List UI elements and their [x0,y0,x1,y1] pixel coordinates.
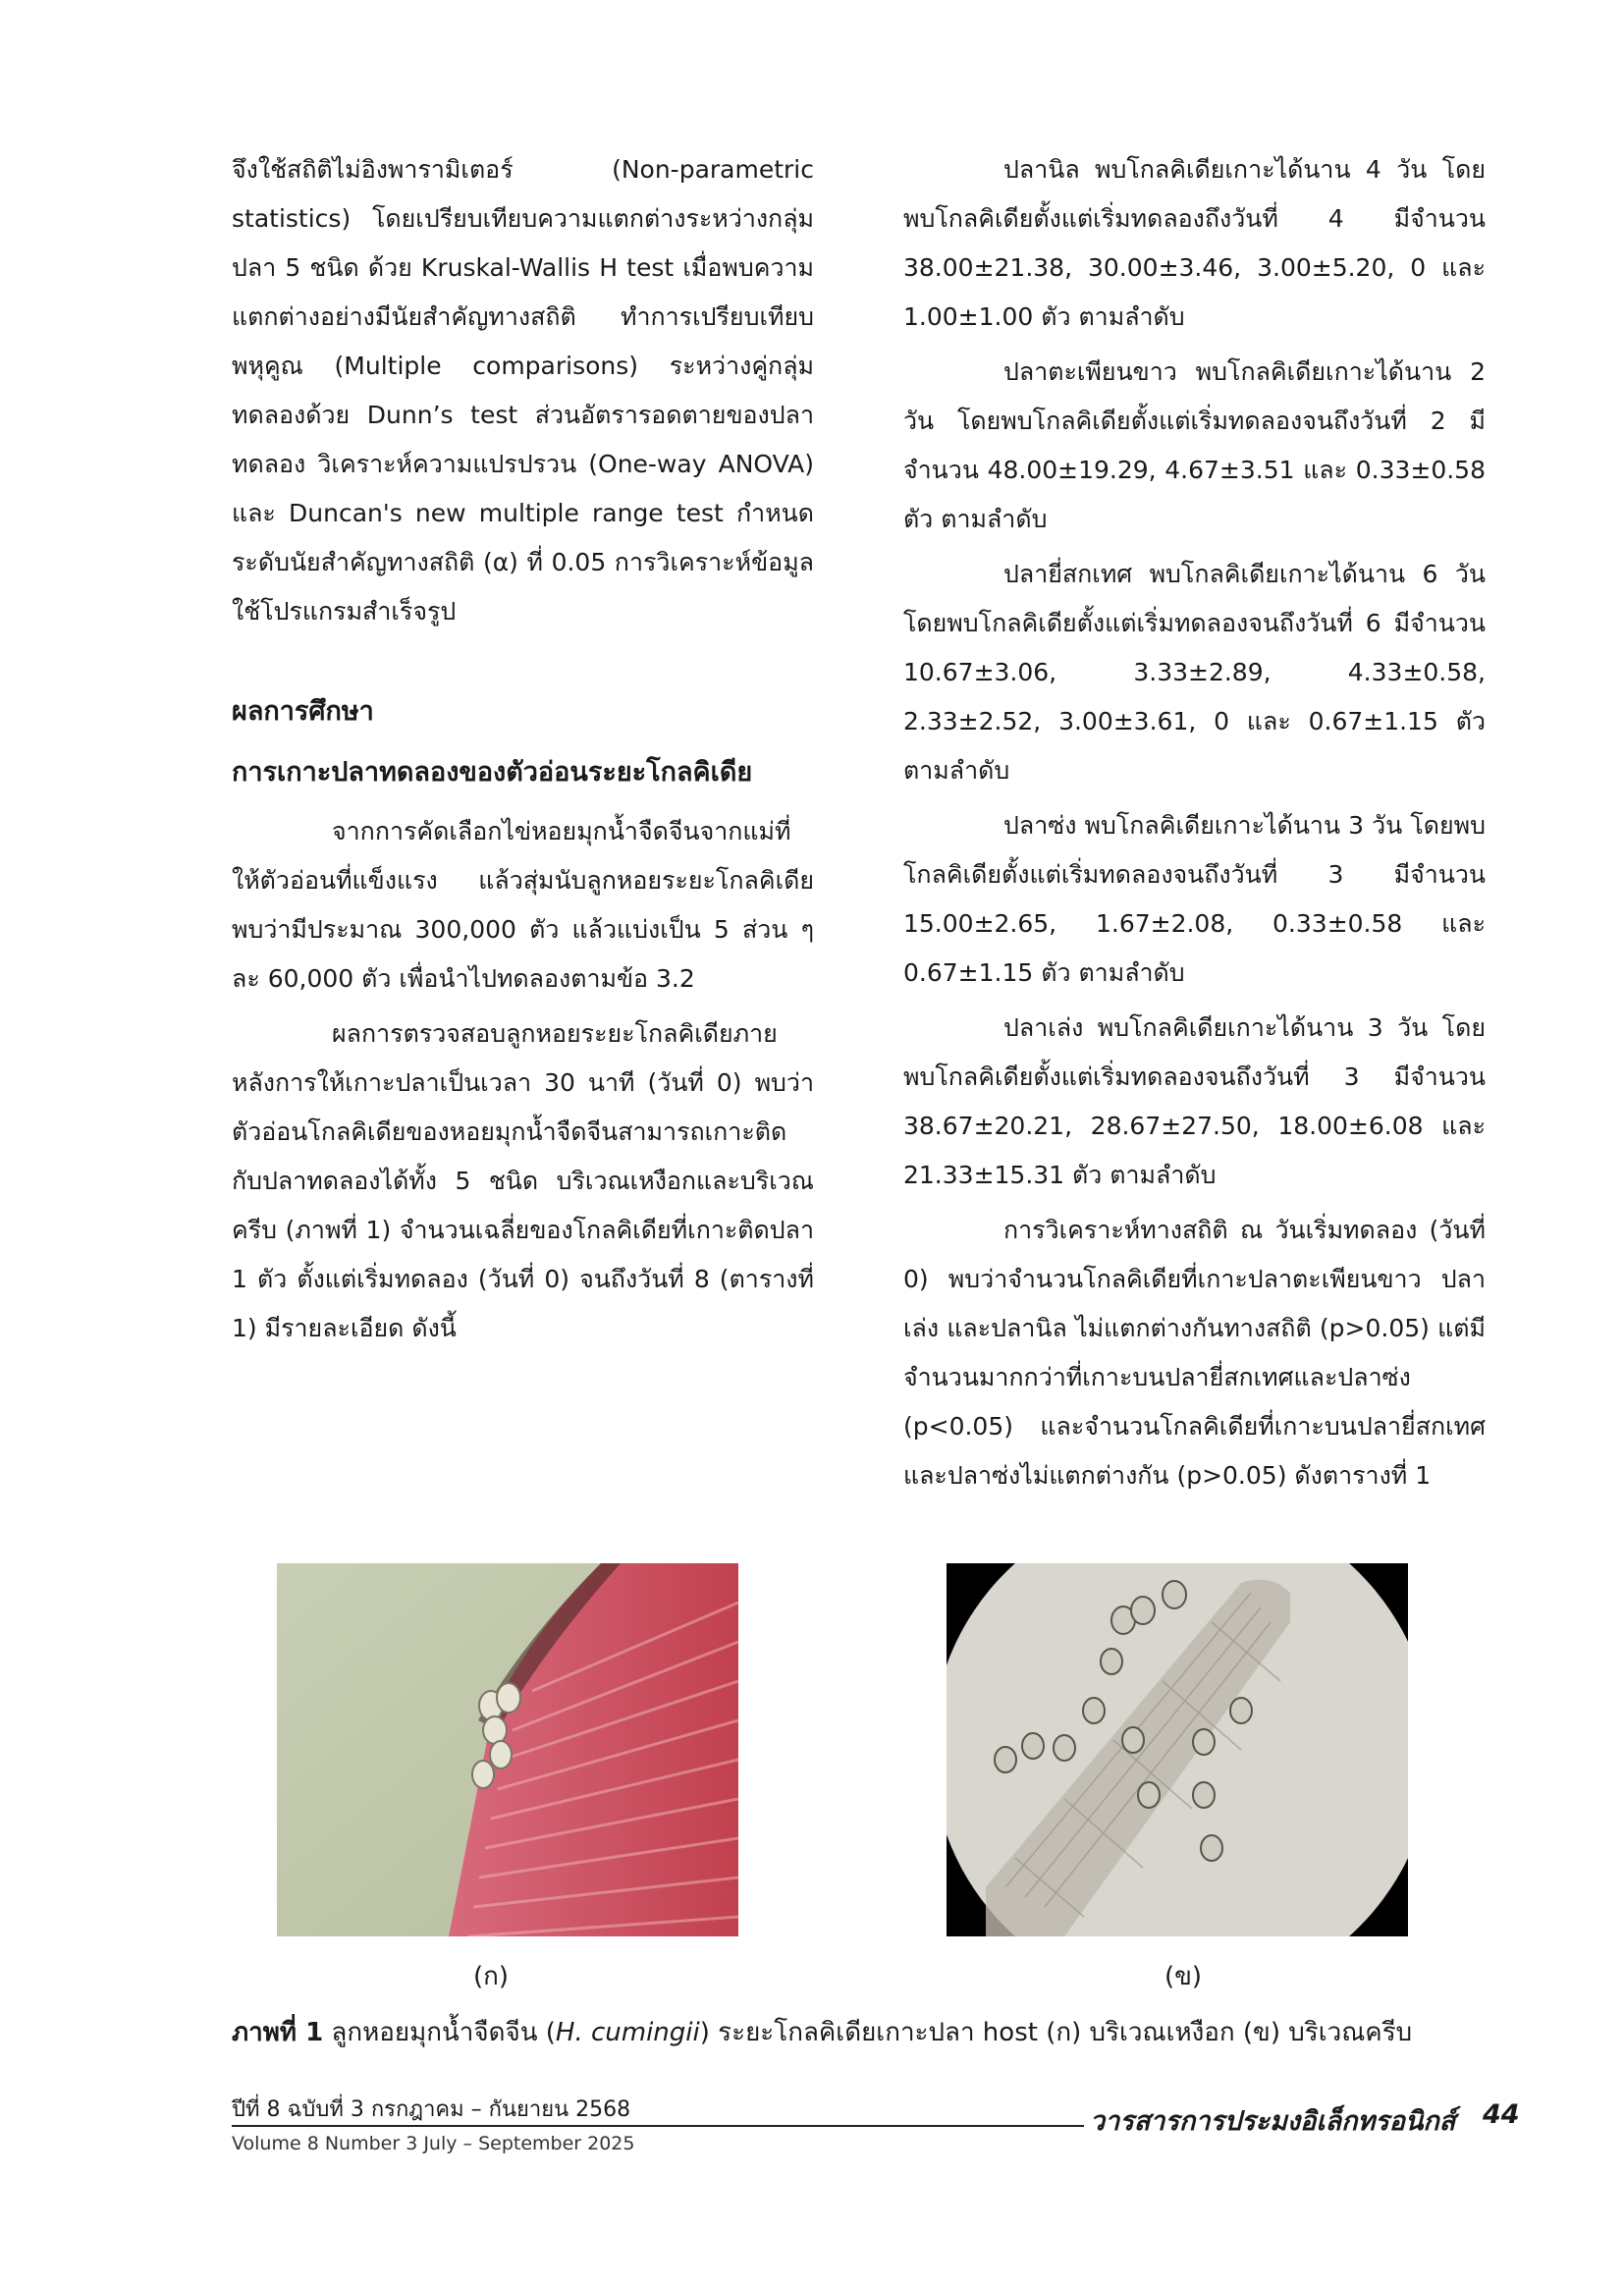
right-column [903,145,1486,1500]
paragraph-attachment-results: ผลการตรวจสอบลูกหอยระยะโกลคิเดียภายหลังการให้เกาะปลาเป็นเวลา 30 นาที (วันที่ 0) พบว่าตัวอ่อนโกลคิเดียของหอยมุกน้ำจืดจีนสามารถเกาะติดกับปลาทดลองได้ทั้ง 5 ชนิด บริเวณเหงือกและบริเวณครีบ (ภาพที่ 1) จำนวนเฉลี่ยของโกลคิเดียที่เกาะติดปลา 1 ตัว ตั้งแต่เริ่มทดลอง (วันที่ 0) จนถึงวันที่ 8 (ตารางที่ 1) มีรายละเอียด ดังนี้ [232,1019,814,1342]
paragraph-mrigal: ปลายี่สกเทศ พบโกลคิเดียเกาะได้นาน 6 วัน โดยพบโกลคิเดียตั้งแต่เริ่มทดลองจนถึงวันที่ 6 มีจำนวน 10.67±3.06, 3.33±2.89, 4.33±0.58, 2.33±2.52, 3.00±3.61, 0 และ 0.67±1.15 ตัว ตามลำดับ [903,560,1486,785]
figure-caption-text-post: ) ระยะโกลคิเดียเกาะปลา host (ก) บริเวณเหงือก (ข) บริเวณครีบ [699,2018,1413,2047]
results-heading: ผลการศึกษา [232,696,374,727]
paragraph-statistical-analysis: การวิเคราะห์ทางสถิติ ณ วันเริ่มทดลอง (วันที่ 0) พบว่าจำนวนโกลคิเดียที่เกาะปลาตะเพียนขาว ปลาเล่ง และปลานิล ไม่แตกต่างกันทางสถิติ (p>0.05) แต่มีจำนวนมากกว่าที่เกาะบนปลายี่สกเทศและปลาซ่ง (p<0.05) และจำนวนโกลคิเดียที่เกาะบนปลายี่สกเทศและปลาซ่งไม่แตกต่างกัน (p>0.05) ดังตารางที่ 1 [903,1216,1486,1490]
left-column [232,145,814,1353]
paragraph-silver-barb: ปลาตะเพียนขาว พบโกลคิเดียเกาะได้นาน 2 วัน โดยพบโกลคิเดียตั้งแต่เริ่มทดลองจนถึงวันที่ 2 มีจำนวน 48.00±19.29, 4.67±3.51 และ 0.33±0.58 ตัว ตามลำดับ [903,357,1486,533]
figure-caption-species: H. cumingii [555,2018,700,2047]
figure-fin-photo [947,1563,1408,1936]
paragraph-statistics-method: จึงใช้สถิติไม่อิงพารามิเตอร์ (Non-parametric statistics) โดยเปรียบเทียบความแตกต่างระหว่างกลุ่มปลา 5 ชนิด ด้วย Kruskal-Wallis H test เมื่อพบความแตกต่างอย่างมีนัยสำคัญทางสถิติ ทำการเปรียบเทียบพหุคูณ (Multiple comparisons) ระหว่างคู่กลุ่มทดลองด้วย Dunn’s test ส่วนอัตรารอดตายของปลาทดลอง วิเคราะห์ความแปรปรวน (One-way ANOVA) และ Duncan's new multiple range test กำหนดระดับนัยสำคัญทางสถิติ (α) ที่ 0.05 การวิเคราะห์ข้อมูลใช้โปรแกรมสำเร็จรูป [232,155,814,626]
glochidia-attachment-subheading: การเกาะปลาทดลองของตัวอ่อนระยะโกลคิเดีย [232,757,753,788]
footer-rule [232,2125,1084,2127]
footer-journal-name: วารสารการประมงอิเล็กทรอนิกส์ [1090,2106,1456,2137]
paragraph-tilapia: ปลานิล พบโกลคิเดียเกาะได้นาน 4 วัน โดยพบโกลคิเดียตั้งแต่เริ่มทดลองถึงวันที่ 4 มีจำนวน 38.00±21.38, 30.00±3.46, 3.00±5.20, 0 และ 1.00±1.00 ตัว ตามลำดับ [903,155,1486,331]
figure-gill-photo [277,1563,738,1936]
paragraph-bighead-carp: ปลาเล่ง พบโกลคิเดียเกาะได้นาน 3 วัน โดยพบโกลคิเดียตั้งแต่เริ่มทดลองจนถึงวันที่ 3 มีจำนวน 38.67±20.21, 28.67±27.50, 18.00±6.08 และ 21.33±15.31 ตัว ตามลำดับ [903,1013,1486,1189]
figure-label-a: (ก) [472,1962,510,1991]
paragraph-silver-carp: ปลาซ่ง พบโกลคิเดียเกาะได้นาน 3 วัน โดยพบโกลคิเดียตั้งแต่เริ่มทดลองจนถึงวันที่ 3 มีจำนวน 15.00±2.65, 1.67±2.08, 0.33±0.58 และ 0.67±1.15 ตัว ตามลำดับ [903,811,1486,987]
figure-caption-label: ภาพที่ 1 [232,2018,324,2047]
figure-caption [232,2011,1508,2054]
footer-issue-thai: ปีที่ 8 ฉบับที่ 3 กรกฎาคม – กันยายน 2568 [232,2097,631,2122]
figure-caption-text-pre: ลูกหอยมุกน้ำจืดจีน ( [323,2018,556,2047]
figure-label-b: (ข) [1164,1962,1203,1991]
footer-issue-english: Volume 8 Number 3 July – September 2025 [232,2133,635,2154]
page-number: 44 [1483,2099,1520,2130]
paragraph-egg-selection: จากการคัดเลือกไข่หอยมุกน้ำจืดจีนจากแม่ที่ให้ตัวอ่อนที่แข็งแรง แล้วสุ่มนับลูกหอยระยะโกลคิเดีย พบว่ามีประมาณ 300,000 ตัว แล้วแบ่งเป็น 5 ส่วน ๆ ละ 60,000 ตัว เพื่อนำไปทดลองตามข้อ 3.2 [232,817,814,993]
